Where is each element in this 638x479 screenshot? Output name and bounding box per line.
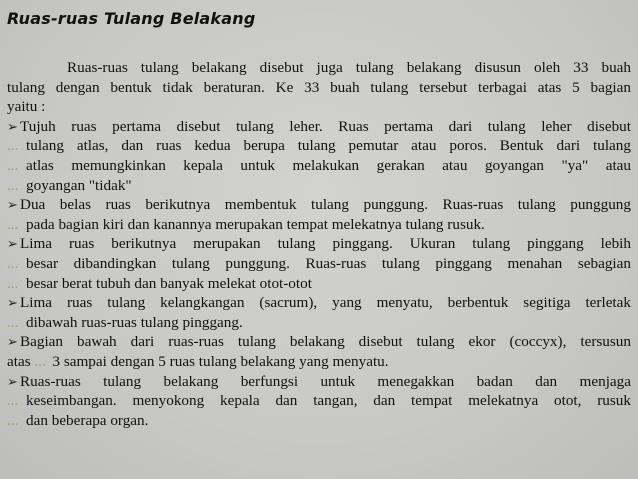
arrow-bullet-icon: ➢ xyxy=(7,118,18,134)
filler-dots: ... xyxy=(7,137,19,155)
filler-dots: ... xyxy=(7,176,19,194)
filler-dots: ... xyxy=(7,392,19,410)
filler-dots: ... xyxy=(7,254,19,272)
list-item-line: ➢ Dua belas ruas berikutnya membentuk tulang punggung. Ruas-ruas tulang punggung xyxy=(7,196,631,214)
intro-line: tulang dengan bentuk tidak beraturan. Ke 33 buah tulang tersebut terbagai atas 5 bagian xyxy=(7,78,631,96)
filler-dots: ... xyxy=(34,352,46,370)
intro-line: Ruas-ruas tulang belakang disebut juga tulang belakang disusun oleh 33 buah xyxy=(67,59,631,76)
list-item-line: ... dan beberapa organ. xyxy=(7,411,149,429)
list-item-line: ➢ Bagian bawah dari ruas-ruas tulang belakang disebut tulang ekor (coccyx), tersusun xyxy=(7,333,631,351)
list-item-line: ➢ Lima ruas berikutnya merupakan tulang pinggang. Ukuran tulang pinggang lebih xyxy=(7,235,631,253)
list-item-line: ... besar berat tubuh dan banyak melekat otot-otot xyxy=(7,274,312,292)
list-item-line: ... goyangan "tidak" xyxy=(7,176,132,194)
filler-dots: ... xyxy=(7,215,19,233)
list-item-line: ... dibawah ruas-ruas tulang pinggang. xyxy=(7,313,243,331)
intro-paragraph xyxy=(7,58,631,117)
list-item xyxy=(7,332,631,371)
list-item-line: ... atlas memungkinkan kepala untuk melakukan gerakan atau goyangan "ya" atau xyxy=(7,156,631,174)
list-item xyxy=(7,234,631,293)
list-item-line: ... pada bagian kiri dan kanannya merupakan tempat melekatnya tulang rusuk. xyxy=(7,215,485,233)
list-item xyxy=(7,293,631,332)
list-item-line: ➢ Lima ruas tulang kelangkangan (sacrum), yang menyatu, berbentuk segitiga terletak xyxy=(7,294,631,312)
list-item-line: ... keseimbangan. menyokong kepala dan tangan, dan tempat melekatnya otot, rusuk xyxy=(7,392,631,410)
list-item-line: atas ... 3 sampai dengan 5 ruas tulang belakang yang menyatu. xyxy=(7,352,389,370)
arrow-bullet-icon: ➢ xyxy=(7,373,18,389)
filler-dots: ... xyxy=(7,274,19,292)
list-item-line: ... tulang atlas, dan ruas kedua berupa tulang pemutar atau poros. Bentuk dari tulang xyxy=(7,137,631,155)
arrow-bullet-icon: ➢ xyxy=(7,295,18,311)
intro-line: yaitu : xyxy=(7,98,46,116)
list-item-line: ➢ Tujuh ruas pertama disebut tulang leher. Ruas pertama dari tulang leher disebut xyxy=(7,117,631,135)
list-item xyxy=(7,372,631,431)
arrow-bullet-icon: ➢ xyxy=(7,334,18,350)
filler-dots: ... xyxy=(7,313,19,331)
list-item-line: ... besar dibandingkan tulang punggung. Ruas-ruas tulang pinggang menahan sebagian xyxy=(7,254,631,272)
list-item xyxy=(7,117,631,195)
slide-title: Ruas-ruas Tulang Belakang xyxy=(7,9,256,28)
list-item-line: ➢ Ruas-ruas tulang belakang berfungsi untuk menegakkan badan dan menjaga xyxy=(7,372,631,390)
list-item xyxy=(7,195,631,234)
filler-dots: ... xyxy=(7,156,19,174)
slide-body xyxy=(7,58,631,430)
filler-dots: ... xyxy=(7,411,19,429)
arrow-bullet-icon: ➢ xyxy=(7,236,18,252)
arrow-bullet-icon: ➢ xyxy=(7,197,18,213)
